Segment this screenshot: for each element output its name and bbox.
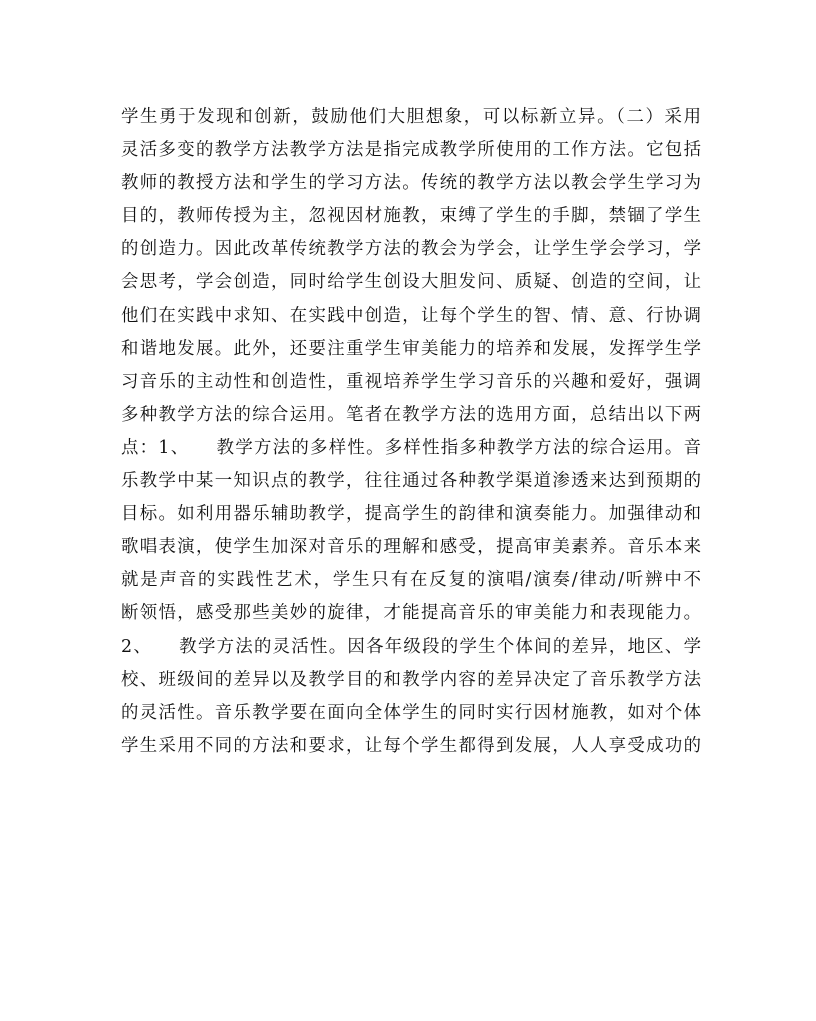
text-line: 和谐地发展。此外，还要注重学生审美能力的培养和发展，发挥学生学	[121, 338, 701, 359]
text-line: 歌唱表演，使学生加深对音乐的理解和感受，提高审美素养。音乐本来	[121, 537, 701, 558]
text-line: 习音乐的主动性和创造性，重视培养学生学习音乐的兴趣和爱好，强调	[121, 371, 701, 392]
text-line: 就是声音的实践性艺术，学生只有在反复的演唱/演奏/律动/听辨中不	[121, 570, 701, 591]
text-line: 灵活多变的教学方法教学方法是指完成教学所使用的工作方法。它包括	[121, 140, 701, 161]
text-line: 会思考，学会创造，同时给学生创设大胆发问、质疑、创造的空间，让	[121, 272, 701, 293]
text-line: 的创造力。因此改革传统教学方法的教会为学会，让学生学会学习，学	[121, 239, 701, 260]
text-line: 校、班级间的差异以及教学目的和教学内容的差异决定了音乐教学方法	[121, 669, 701, 690]
text-line: 学生勇于发现和创新，鼓励他们大胆想象，可以标新立异。（二）采用	[121, 107, 701, 127]
text-line: 点：1、 教学方法的多样性。多样性指多种教学方法的综合运用。音	[121, 437, 701, 458]
text-line: 的灵活性。音乐教学要在面向全体学生的同时实行因材施教，如对个体	[121, 702, 701, 723]
body-text	[121, 101, 701, 763]
text-line: 学生采用不同的方法和要求，让每个学生都得到发展，人人享受成功的	[121, 735, 701, 756]
text-line: 断领悟，感受那些美妙的旋律，才能提高音乐的审美能力和表现能力。	[121, 603, 701, 624]
text-line: 目标。如利用器乐辅助教学，提高学生的韵律和演奏能力。加强律动和	[121, 504, 701, 525]
text-line: 多种教学方法的综合运用。笔者在教学方法的选用方面，总结出以下两	[121, 404, 701, 425]
text-line: 2、 教学方法的灵活性。因各年级段的学生个体间的差异，地区、学	[121, 636, 701, 657]
text-line: 他们在实践中求知、在实践中创造，让每个学生的智、情、意、行协调	[121, 305, 701, 326]
text-line: 目的，教师传授为主，忽视因材施教，束缚了学生的手脚，禁锢了学生	[121, 206, 701, 227]
text-line: 教师的教授方法和学生的学习方法。传统的教学方法以教会学生学习为	[121, 173, 701, 194]
text-line: 乐教学中某一知识点的教学，往往通过各种教学渠道渗透来达到预期的	[121, 471, 701, 492]
